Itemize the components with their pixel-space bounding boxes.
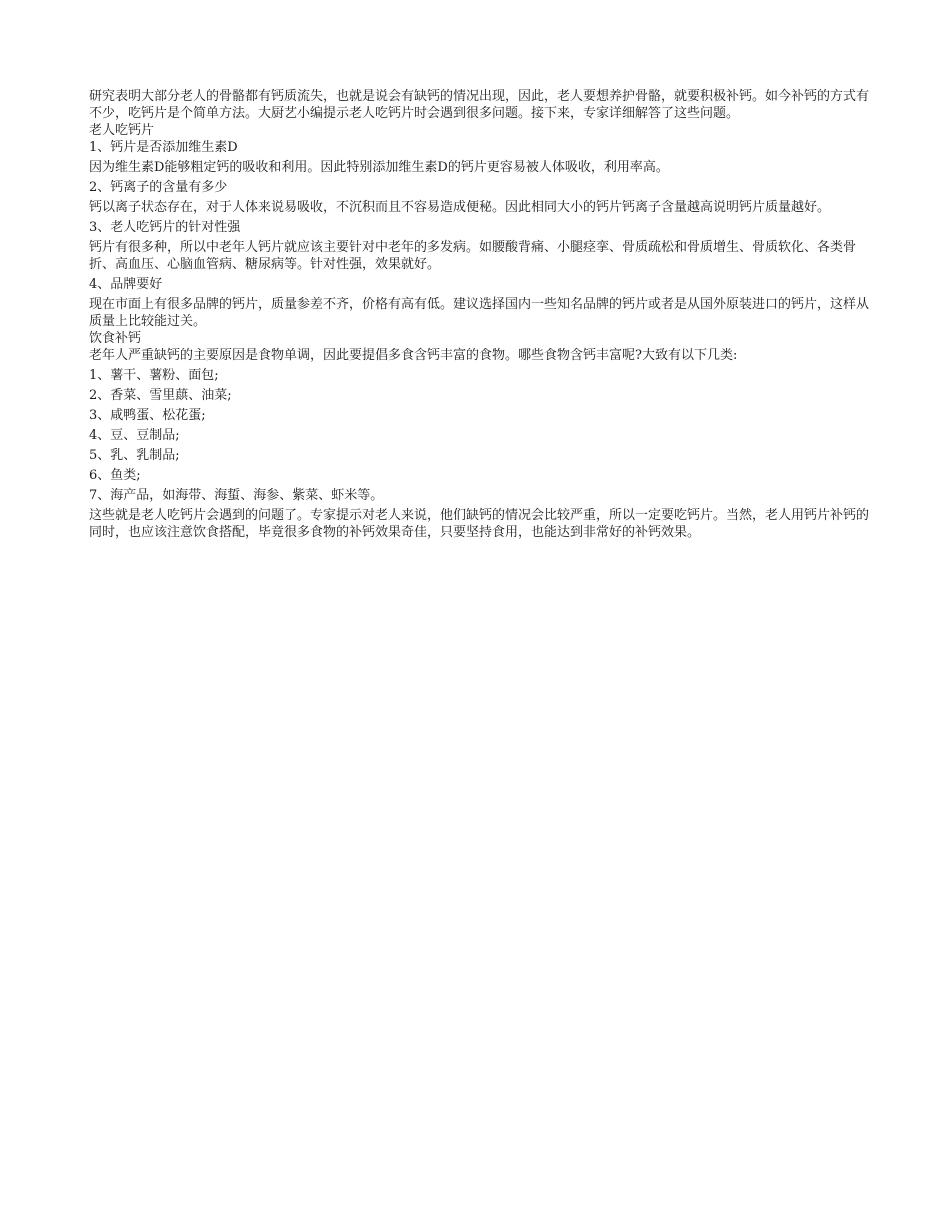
food-list-item: 4、豆、豆制品; <box>89 428 180 443</box>
food-list-item: 3、咸鸭蛋、松花蛋; <box>89 408 206 423</box>
food-list-item: 6、鱼类; <box>89 468 141 483</box>
section-heading-diet: 饮食补钙 <box>89 331 142 346</box>
question-1-title: 1、钙片是否添加维生素D <box>89 140 238 155</box>
diet-intro-paragraph: 老年人严重缺钙的主要原因是食物单调，因此要提倡多食含钙丰富的食物。哪些食物含钙丰富呢?大致有以下几类: <box>89 348 738 363</box>
section-heading-calcium-tablets: 老人吃钙片 <box>89 123 155 138</box>
question-4-body: 现在市面上有很多品牌的钙片，质量参差不齐，价格有高有低。建议选择国内一些知名品牌的钙片或者是从国外原装进口的钙片，这样从质量上比较能过关。 <box>89 297 870 329</box>
intro-paragraph: 研究表明大部分老人的骨骼都有钙质流失，也就是说会有缺钙的情况出现，因此，老人要想养护骨骼，就要积极补钙。如今补钙的方式有不少，吃钙片是个简单方法。大厨艺小编提示老人吃钙片时会遇到很多问题。接下来，专家详细解答了这些问题。 <box>89 89 870 121</box>
food-list-item: 7、海产品，如海带、海蜇、海参、紫菜、虾米等。 <box>89 488 384 503</box>
question-2-body: 钙以离子状态存在，对于人体来说易吸收，不沉积而且不容易造成便秘。因此相同大小的钙片钙离子含量越高说明钙片质量越好。 <box>89 200 831 215</box>
food-list-item: 1、薯干、薯粉、面包; <box>89 368 219 383</box>
question-4-title: 4、品牌要好 <box>89 277 163 292</box>
food-list-item: 5、乳、乳制品; <box>89 448 180 463</box>
question-2-title: 2、钙离子的含量有多少 <box>89 180 228 195</box>
conclusion-paragraph: 这些就是老人吃钙片会遇到的问题了。专家提示对老人来说，他们缺钙的情况会比较严重，所以一定要吃钙片。当然，老人用钙片补钙的同时，也应该注意饮食搭配，毕竟很多食物的补钙效果奇佳，只要坚持食用，也能达到非常好的补钙效果。 <box>89 508 870 540</box>
question-3-title: 3、老人吃钙片的针对性强 <box>89 220 241 235</box>
food-list-item: 2、香菜、雪里蕻、油菜; <box>89 388 232 403</box>
question-3-body: 钙片有很多种，所以中老年人钙片就应该主要针对中老年的多发病。如腰酸背痛、小腿痉挛、骨质疏松和骨质增生、骨质软化、各类骨折、高血压、心脑血管病、糖尿病等。针对性强，效果就好。 <box>89 240 857 272</box>
question-1-body: 因为维生素D能够粗定钙的吸收和利用。因此特别添加维生素D的钙片更容易被人体吸收，利用率高。 <box>89 160 669 175</box>
